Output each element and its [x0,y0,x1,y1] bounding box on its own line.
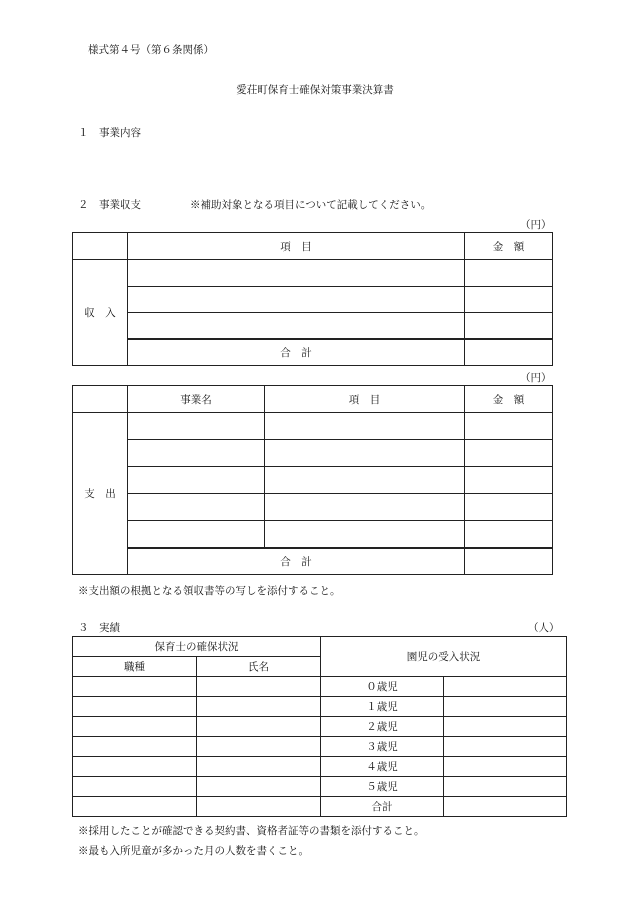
income-item-cell[interactable] [128,260,465,287]
staff-job-cell[interactable] [73,777,197,797]
age-label: ４歳児 [321,757,444,777]
expense-item-cell[interactable] [265,467,465,494]
age-label: ５歳児 [321,777,444,797]
income-amount-cell[interactable] [465,287,553,313]
age-label: ２歳児 [321,717,444,737]
staff-job-cell[interactable] [73,717,197,737]
expense-amount-cell[interactable] [465,413,553,440]
expense-total-label: 合 計 [128,548,465,575]
expense-header-amount: 金 額 [465,386,553,413]
results-note-2: ※最も入所児童が多かった月の人数を書くこと。 [78,845,309,857]
expense-header-item: 項 目 [265,386,465,413]
income-amount-cell[interactable] [465,260,553,287]
document-title: 愛荘町保育士確保対策事業決算書 [236,84,394,96]
results-note-1: ※採用したことが確認できる契約書、資格者証等の書類を添付すること。 [78,825,425,837]
income-total-amount[interactable] [465,339,553,366]
staff-name-cell[interactable] [197,677,321,697]
expense-amount-cell[interactable] [465,467,553,494]
age-count-cell[interactable] [444,697,567,717]
staff-job-cell[interactable] [73,677,197,697]
section2-heading: ２ 事業収支 [78,199,141,211]
income-header-item: 項 目 [128,233,465,260]
expense-amount-cell[interactable] [465,521,553,548]
staff-job-cell[interactable] [73,697,197,717]
children-header: 園児の受入状況 [321,637,567,677]
results-table [72,636,567,817]
staff-name-cell[interactable] [197,697,321,717]
age-total-label: 合計 [321,797,444,817]
income-item-cell[interactable] [128,287,465,313]
expense-project-cell[interactable] [128,521,265,548]
expense-amount-cell[interactable] [465,494,553,521]
income-amount-cell[interactable] [465,313,553,339]
income-header-blank [73,233,128,260]
section3-unit: （人） [528,622,560,634]
expense-project-cell[interactable] [128,440,265,467]
expense-unit: （円） [520,372,552,384]
expense-item-cell[interactable] [265,494,465,521]
age-count-cell[interactable] [444,737,567,757]
expense-item-cell[interactable] [265,521,465,548]
age-label: １歳児 [321,697,444,717]
income-header-amount: 金 額 [465,233,553,260]
age-count-cell[interactable] [444,717,567,737]
expense-item-cell[interactable] [265,413,465,440]
staff-name-cell[interactable] [197,737,321,757]
expense-project-cell[interactable] [128,467,265,494]
staff-name-cell[interactable] [197,777,321,797]
age-count-cell[interactable] [444,677,567,697]
age-label: ０歳児 [321,677,444,697]
receipt-note: ※支出額の根拠となる領収書等の写しを添付すること。 [78,585,341,597]
section1-heading: １ 事業内容 [78,127,141,139]
section2-note: ※補助対象となる項目について記載してください。 [190,199,432,211]
expense-header-blank [73,386,128,413]
age-label: ３歳児 [321,737,444,757]
age-total-cell[interactable] [444,797,567,817]
col-name-header: 氏名 [197,657,321,677]
expense-project-cell[interactable] [128,413,265,440]
expense-amount-cell[interactable] [465,440,553,467]
staff-job-cell[interactable] [73,757,197,777]
expense-total-amount[interactable] [465,548,553,575]
income-unit: （円） [520,219,552,231]
age-count-cell[interactable] [444,757,567,777]
section3-heading: ３ 実績 [78,622,120,634]
staff-header: 保育士の確保状況 [73,637,321,657]
col-job-header: 職種 [73,657,197,677]
income-total-label: 合 計 [128,339,465,366]
age-count-cell[interactable] [444,777,567,797]
income-table [72,232,553,366]
staff-job-cell[interactable] [73,737,197,757]
expense-item-cell[interactable] [265,440,465,467]
staff-name-cell[interactable] [197,757,321,777]
income-category: 収 入 [73,260,128,366]
expense-table [72,385,553,575]
expense-project-cell[interactable] [128,494,265,521]
income-item-cell[interactable] [128,313,465,339]
form-number: 様式第４号（第６条関係） [88,44,214,56]
staff-name-cell[interactable] [197,797,321,817]
expense-category: 支 出 [73,413,128,575]
staff-name-cell[interactable] [197,717,321,737]
staff-job-cell[interactable] [73,797,197,817]
expense-header-project: 事業名 [128,386,265,413]
